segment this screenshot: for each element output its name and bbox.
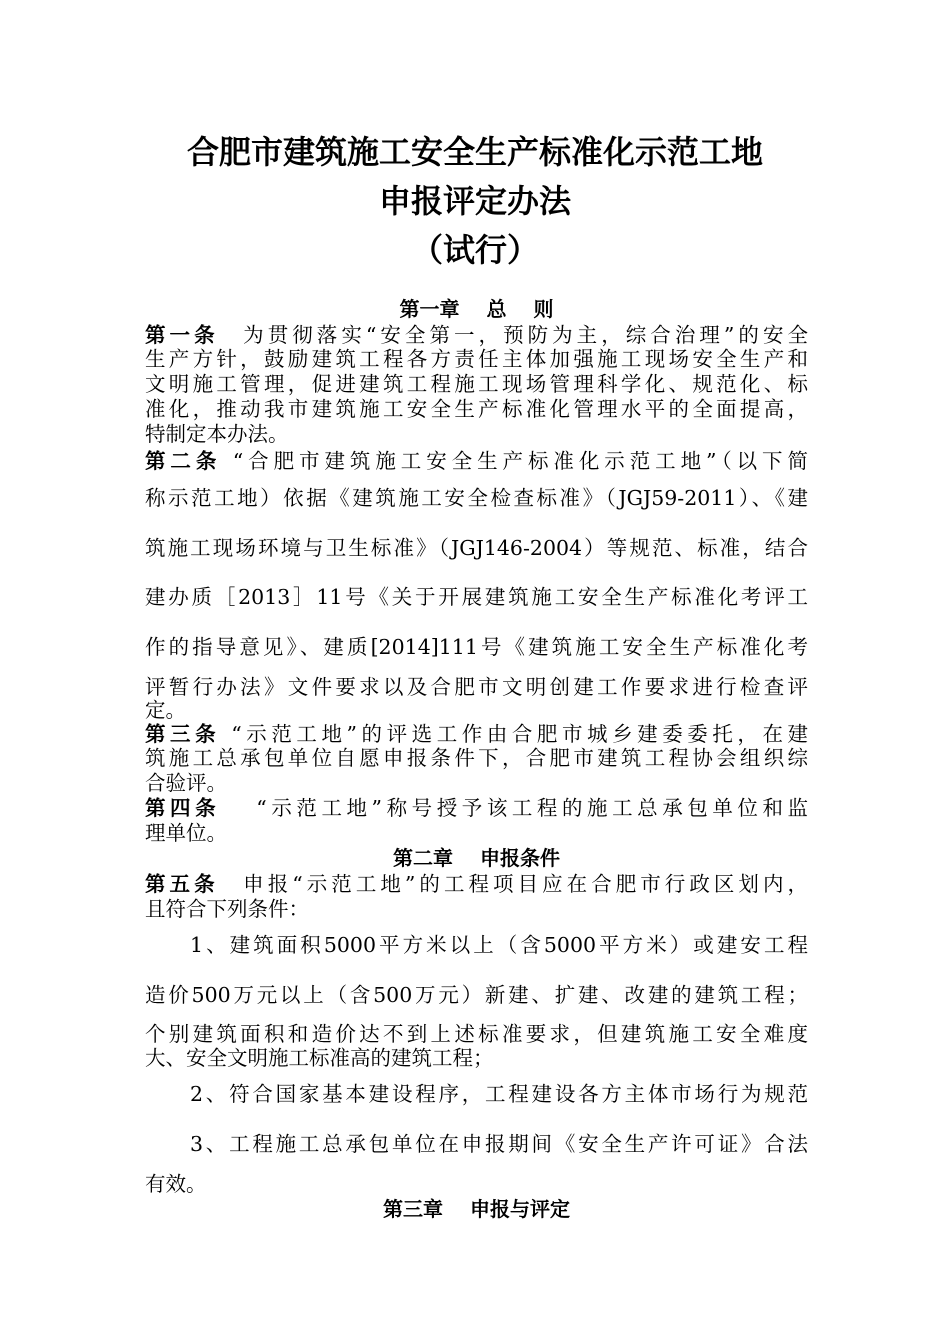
article-1-line: 生产方针，鼓励建筑工程各方责任主体加强施工现场安全生产和 xyxy=(145,347,808,371)
article-1-line: 文明施工管理，促进建筑工程施工现场管理科学化、规范化、标 xyxy=(145,372,808,396)
condition-1-line: 大、安全文明施工标准高的建筑工程； xyxy=(145,1046,494,1070)
doc-title-line-3: （试行） xyxy=(410,231,539,269)
article-3-line xyxy=(145,722,808,746)
article-2-label: 第二条 xyxy=(145,449,222,473)
article-4-line xyxy=(145,796,808,820)
condition-1-line: 1、建筑面积5000平方米以上（含5000平方米）或建安工程 xyxy=(190,933,808,957)
article-4-label: 第四条 xyxy=(145,796,221,820)
article-5-line: 且符合下列条件： xyxy=(145,897,309,921)
article-5-line xyxy=(145,872,808,896)
doc-title-line-1: 合肥市建筑施工安全生产标准化示范工地 xyxy=(186,133,763,171)
article-2-line: 建办质［2013］11号《关于开展建筑施工安全生产标准化考评工 xyxy=(145,585,808,609)
article-2-line: 作的指导意见》、建质[2014]111号《建筑施工安全生产标准化考 xyxy=(145,635,808,659)
article-4-line: 理单位。 xyxy=(145,821,227,845)
chapter-1-heading: 第一章 总 则 xyxy=(399,297,554,321)
condition-1-line: 个别建筑面积和造价达不到上述标准要求，但建筑施工安全难度 xyxy=(145,1022,808,1046)
article-5-text: 申报“示范工地”的工程项目应在合肥市行政区划内， xyxy=(218,872,809,896)
article-1-line: 准化，推动我市建筑施工安全生产标准化管理水平的全面提高， xyxy=(145,397,808,421)
article-1-label: 第一条 xyxy=(145,323,219,347)
article-4-text: “示范工地”称号授予该工程的施工总承包单位和监 xyxy=(220,796,808,820)
article-1-line: 特制定本办法。 xyxy=(145,422,289,446)
article-1-text: 为贯彻落实“安全第一，预防为主，综合治理”的安全 xyxy=(218,323,809,347)
article-2-line: 称示范工地）依据《建筑施工安全检查标准》（JGJ59-2011）、《建 xyxy=(145,486,808,510)
article-3-line: 筑施工总承包单位自愿申报条件下，合肥市建筑工程协会组织综 xyxy=(145,746,808,770)
article-3-label: 第三条 xyxy=(145,722,221,746)
article-2-line: 评暂行办法》文件要求以及合肥市文明创建工作要求进行检查评 xyxy=(145,675,808,699)
condition-2-line: 2、符合国家基本建设程序，工程建设各方主体市场行为规范 xyxy=(190,1082,808,1106)
article-2-line xyxy=(145,449,808,473)
doc-title-line-2: 申报评定办法 xyxy=(378,182,571,220)
article-3-line: 合验评。 xyxy=(145,771,227,795)
article-3-text: “示范工地”的评选工作由合肥市城乡建委委托，在建 xyxy=(220,722,808,746)
article-2-line: 定。 xyxy=(145,698,186,722)
condition-1-line: 造价500万元以上（含500万元）新建、扩建、改建的建筑工程； xyxy=(145,983,808,1007)
condition-3-line: 3、工程施工总承包单位在申报期间《安全生产许可证》合法 xyxy=(190,1132,808,1156)
article-5-label: 第五条 xyxy=(145,872,219,896)
chapter-2-heading: 第二章 申报条件 xyxy=(393,846,560,870)
article-1-line xyxy=(145,323,808,347)
chapter-3-heading: 第三章 申报与评定 xyxy=(383,1197,570,1221)
article-2-text: “合肥市建筑施工安全生产标准化示范工地”（以下简 xyxy=(221,449,808,473)
condition-3-line: 有效。 xyxy=(145,1172,207,1196)
article-2-line: 筑施工现场环境与卫生标准》（JGJ146-2004）等规范、标准，结合 xyxy=(145,536,808,560)
